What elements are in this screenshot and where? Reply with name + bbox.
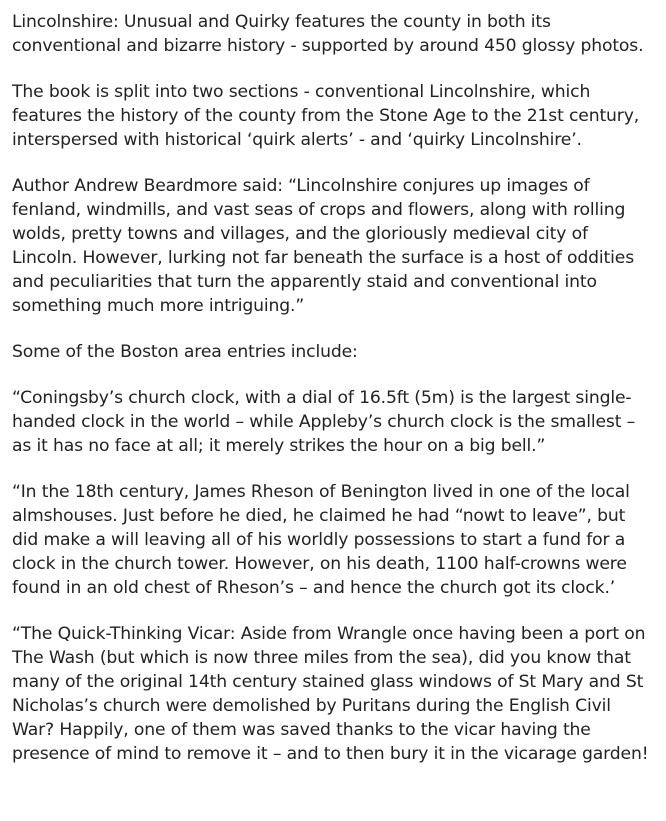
coningsby-clock-entry: “Coningsby’s church clock, with a dial of 16.5ft (5m) is the largest single-handed clock in the world – while Appleby’s church clock is the smallest – as it has no face at all; it merely strikes the hour on a big bell.” bbox=[12, 388, 636, 456]
intro-paragraph: Lincolnshire: Unusual and Quirky features the county in both its conventional and bizarre history - supported by around 450 glossy photos. bbox=[12, 12, 644, 56]
author-quote-paragraph: Author Andrew Beardmore said: “Lincolnshire conjures up images of fenland, windmills, and vast seas of crops and flowers, along with rolling wolds, pretty towns and villages, and the gloriously medieval city of Lincoln. However, lurking not far beneath the surface is a host of oddities and peculiarities that turn the apparently staid and conventional into something much more intriguing.” bbox=[12, 176, 634, 316]
book-sections-paragraph: The book is split into two sections - conventional Lincolnshire, which features the history of the county from the Stone Age to the 21st century, interspersed with historical ‘quirk alerts’ - and ‘quirky Lincolnshire’. bbox=[12, 82, 640, 150]
wrangle-vicar-entry: “The Quick-Thinking Vicar: Aside from Wrangle once having been a port on The Wash (but which is now three miles from the sea), did you know that many of the original 14th century stained glass windows of St Mary and St Nicholas’s church were demolished by Puritans during the English Civil War? Happily, one of them was saved thanks to the vicar having the presence of mind to remove it – and to then bury it in the vicarage garden! bbox=[12, 624, 649, 764]
benington-clock-entry: “In the 18th century, James Rheson of Benington lived in one of the local almshouses. Just before he died, he claimed he had “nowt to leave”, but did make a will leaving all of his worldly possessions to start a fund for a clock in the church tower. However, on his death, 1100 half-crowns were found in an old chest of Rheson’s – and hence the church got its clock.’ bbox=[12, 482, 630, 598]
boston-entries-intro: Some of the Boston area entries include: bbox=[12, 342, 358, 362]
